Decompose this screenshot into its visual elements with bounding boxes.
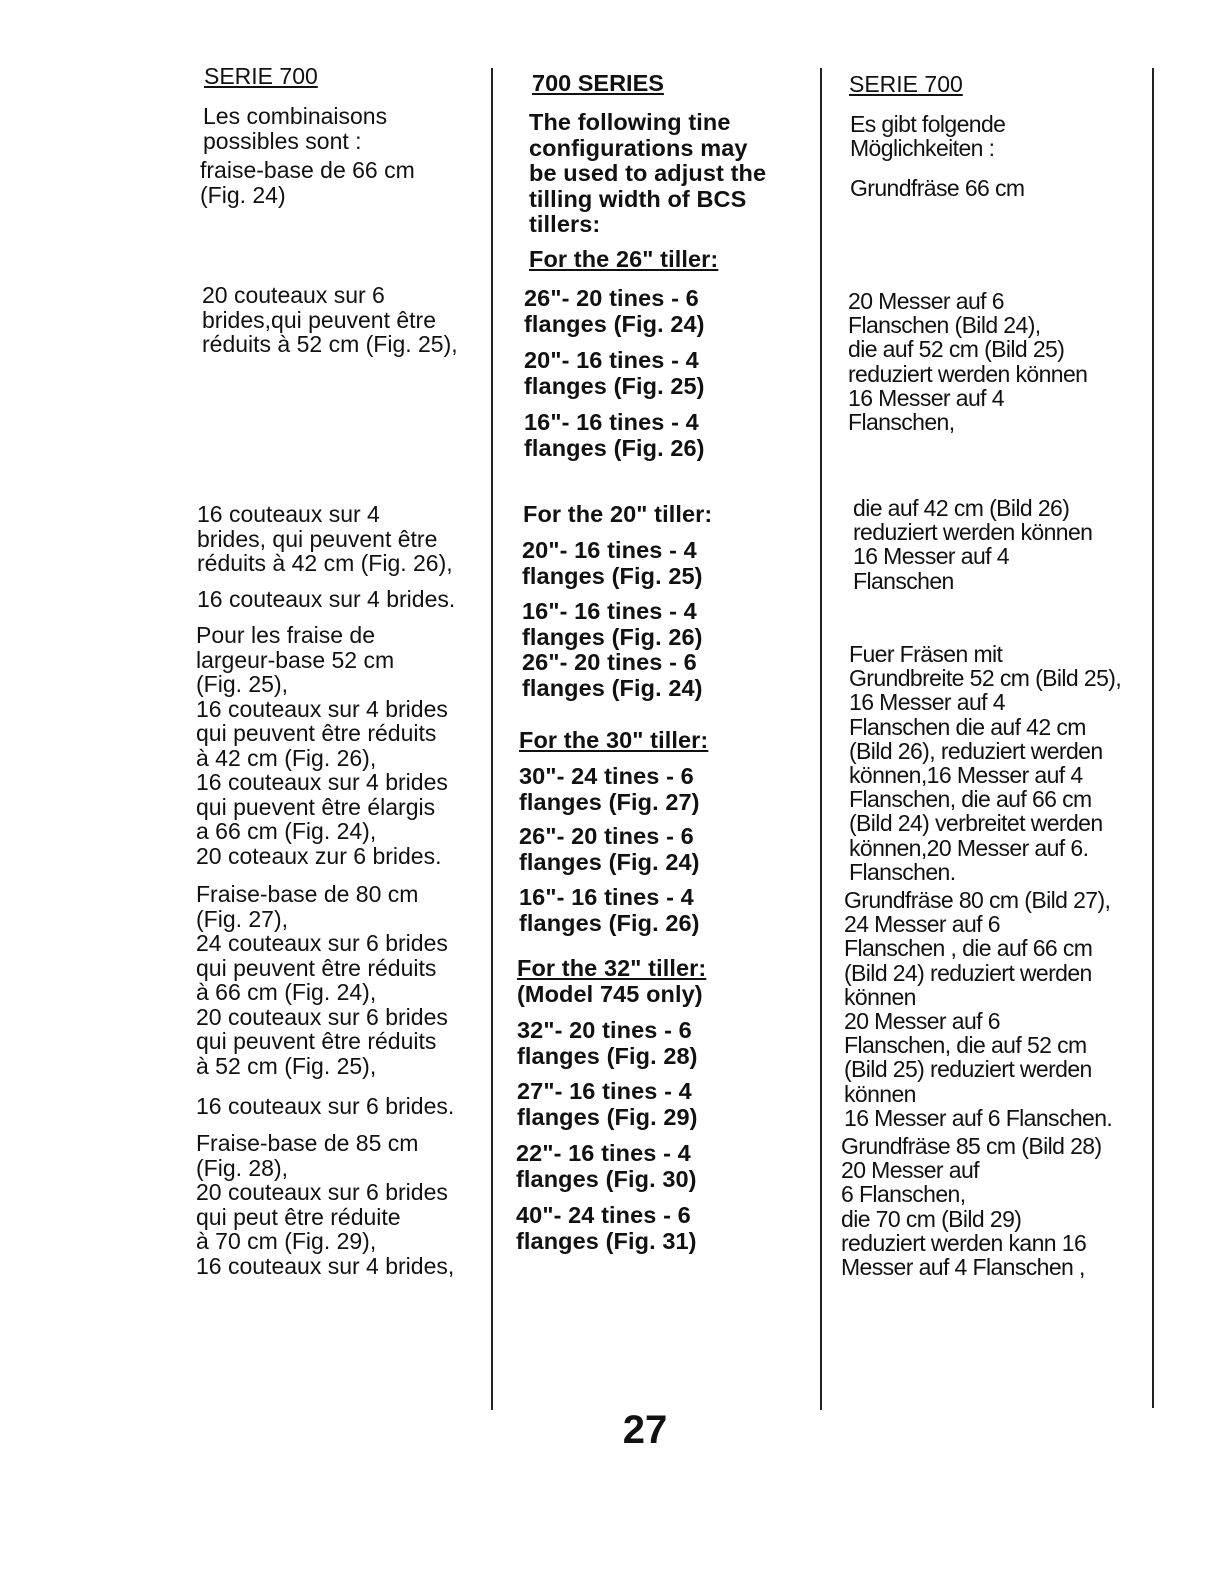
german-paragraph-2: die auf 42 cm (Bild 26) reduziert werden können 16 Messer auf 4 Flanschen [853, 495, 1093, 594]
french-paragraph-7: Fraise-base de 85 cm (Fig. 28), 20 couteaux sur 6 brides qui peut être réduite à 70 cm (Fig. 29), 16 couteaux sur 4 brides, [196, 1130, 455, 1279]
page-number: 27 [622, 1408, 668, 1452]
tiller-32-note: (Model 745 only) [517, 981, 703, 1007]
german-paragraph-3: Fuer Fräsen mit Grundbreite 52 cm (Bild 25), 16 Messer auf 4 Flanschen die auf 42 cm (Bild 26), reduziert werden können,16 Messer auf 4 Flanschen, die auf 66 cm (Bild 24) verbreitet werden können,20 Messer auf 6. Flanschen. [849, 641, 1122, 885]
tiller-30-title: For the 30" tiller: [519, 727, 709, 753]
french-paragraph-1: 20 couteaux sur 6 brides,qui peuvent être réduits à 52 cm (Fig. 25), [202, 282, 458, 357]
column-divider-right [1152, 68, 1154, 1408]
column-divider-middle [820, 68, 822, 1410]
tiller-20-title: For the 20" tiller: [523, 501, 713, 527]
tiller-32-item-4: 40"- 24 tines - 6 flanges (Fig. 31) [516, 1202, 697, 1254]
tiller-26-item-1: 26"- 20 tines - 6 flanges (Fig. 24) [524, 285, 705, 337]
french-heading: SERIE 700 [204, 63, 318, 89]
tiller-26-item-3: 16"- 16 tines - 4 flanges (Fig. 26) [524, 409, 705, 461]
tiller-20-item-2: 16"- 16 tines - 4 flanges (Fig. 26) 26"- 20 tines - 6 flanges (Fig. 24) [522, 598, 703, 701]
german-paragraph-4: Grundfräse 80 cm (Bild 27), 24 Messer auf 6 Flanschen , die auf 66 cm (Bild 24) reduziert werden können 20 Messer auf 6 Flanschen, die auf 52 cm (Bild 25) reduziert werden können 16 Messer auf 6 Flanschen. [844, 887, 1113, 1131]
german-intro: Es gibt folgende Möglichkeiten : [850, 111, 1006, 162]
french-paragraph-5: Fraise-base de 80 cm (Fig. 27), 24 couteaux sur 6 brides qui peuvent être réduits à 66 cm (Fig. 24), 20 couteaux sur 6 brides qui peuvent être réduits à 52 cm (Fig. 25), [196, 881, 448, 1079]
french-paragraph-2: 16 couteaux sur 4 brides, qui peuvent être réduits à 42 cm (Fig. 26), [197, 501, 453, 576]
tiller-32-title: For the 32" tiller: [517, 955, 707, 981]
french-intro: Les combinaisons possibles sont : [203, 103, 388, 154]
column-divider-left [491, 68, 493, 1410]
english-heading: 700 SERIES [532, 70, 664, 96]
english-intro: The following tine configurations may be used to adjust the tilling width of BCS tillers: [529, 109, 767, 237]
tiller-26-title: For the 26" tiller: [529, 246, 719, 272]
tiller-30-item-1: 30"- 24 tines - 6 flanges (Fig. 27) [519, 763, 700, 815]
german-heading: SERIE 700 [849, 71, 963, 97]
french-paragraph-6: 16 couteaux sur 6 brides. [196, 1093, 455, 1119]
tiller-32-item-3: 22"- 16 tines - 4 flanges (Fig. 30) [516, 1140, 697, 1192]
tiller-32-item-1: 32"- 20 tines - 6 flanges (Fig. 28) [517, 1017, 698, 1069]
french-paragraph-3: 16 couteaux sur 4 brides. [197, 586, 456, 612]
german-paragraph-5: Grundfräse 85 cm (Bild 28) 20 Messer auf 6 Flanschen, die 70 cm (Bild 29) reduziert werden kann 16 Messer auf 4 Flanschen , [841, 1133, 1102, 1281]
tiller-30-item-2: 26"- 20 tines - 6 flanges (Fig. 24) [519, 823, 700, 875]
french-paragraph-4: Pour les fraise de largeur-base 52 cm (Fig. 25), 16 couteaux sur 4 brides qui peuvent être réduits à 42 cm (Fig. 26), 16 couteaux sur 4 brides qui puevent être élargis a 66 cm (Fig. 24), 20 coteaux zur 6 brides. [196, 622, 448, 869]
german-paragraph-1: 20 Messer auf 6 Flanschen (Bild 24), die auf 52 cm (Bild 25) reduziert werden können 16 Messer auf 4 Flanschen, [848, 288, 1088, 436]
tiller-30-item-3: 16"- 16 tines - 4 flanges (Fig. 26) [519, 884, 700, 936]
french-base-66: fraise-base de 66 cm (Fig. 24) [200, 157, 415, 208]
tiller-20-item-1: 20"- 16 tines - 4 flanges (Fig. 25) [522, 537, 703, 589]
german-base-66: Grundfräse 66 cm [850, 175, 1025, 201]
tiller-32-item-2: 27"- 16 tines - 4 flanges (Fig. 29) [517, 1078, 698, 1130]
tiller-26-item-2: 20"- 16 tines - 4 flanges (Fig. 25) [524, 347, 705, 399]
